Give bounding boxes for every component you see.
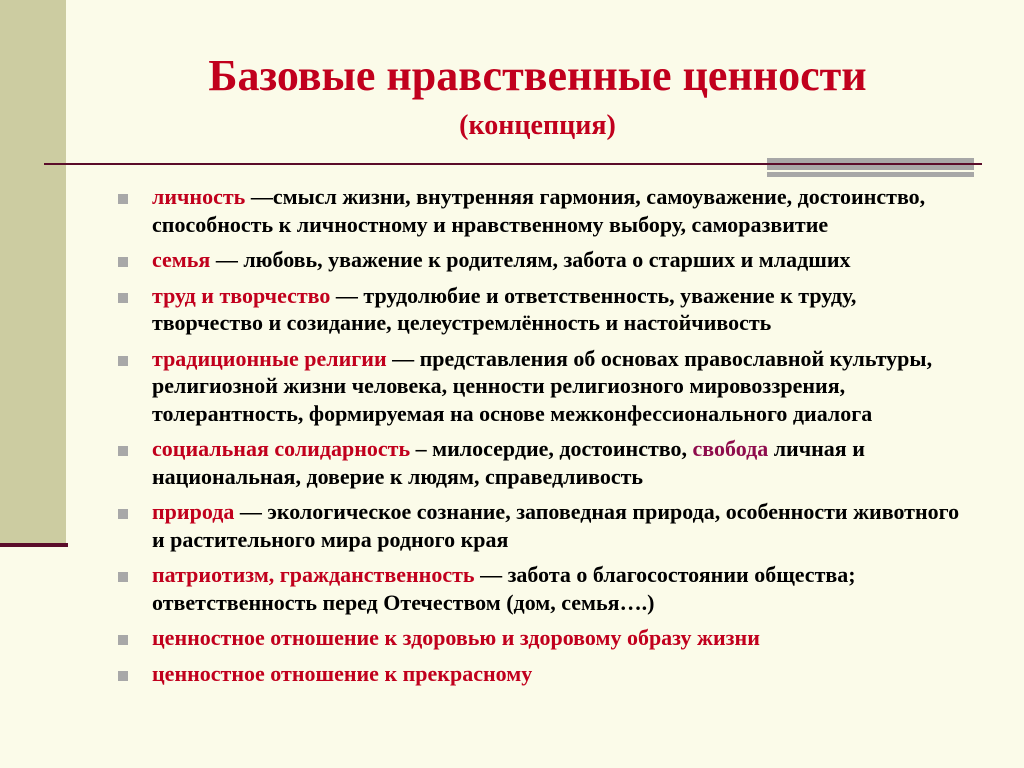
- item-term: труд и творчество: [152, 282, 331, 308]
- item-term: семья: [152, 247, 211, 272]
- list-item: [118, 282, 968, 337]
- square-bullet-icon: [118, 194, 128, 204]
- item-text: трудолюбие и ответственность, уважение к труду, творчество и созидание, целеустремлённость и настойчивость: [152, 282, 857, 335]
- list-item: [118, 624, 968, 652]
- square-bullet-icon: [118, 446, 128, 456]
- list-item: [118, 345, 968, 428]
- item-term: личность: [152, 184, 246, 209]
- item-term: ценностное отношение к здоровью и здоровому образу жизни: [152, 625, 760, 650]
- square-bullet-icon: [118, 509, 128, 519]
- slide-title: Базовые нравственные ценности: [208, 51, 867, 100]
- item-text: представления об основах православной культуры, религиозной жизни человека, ценности религиозного мировоззрения, толерантность, формируемая на основе межконфессионального диалога: [152, 345, 933, 426]
- item-text: забота о благосостоянии общества; ответственность перед Отечеством (дом, семья….): [152, 562, 856, 615]
- slide-subtitle: (концепция): [459, 110, 616, 141]
- item-separator: —: [210, 247, 244, 272]
- square-bullet-icon: [118, 293, 128, 303]
- square-bullet-icon: [118, 257, 128, 267]
- item-separator: —: [234, 499, 268, 524]
- list-item: [118, 246, 968, 274]
- item-text: экологическое сознание, заповедная природа, особенности животного и растительного мира родного края: [152, 499, 960, 552]
- item-term: социальная солидарность: [152, 436, 411, 461]
- square-bullet-icon: [118, 572, 128, 582]
- list-item: [118, 660, 968, 688]
- item-text: милосердие, достоинство,: [432, 436, 693, 461]
- square-bullet-icon: [118, 356, 128, 366]
- item-text-continued: личная и национальная, доверие к людям, справедливость: [152, 436, 865, 489]
- item-separator: —: [386, 345, 420, 371]
- item-term: ценностное отношение к прекрасному: [152, 660, 533, 686]
- item-text: смысл жизни, внутренняя гармония, самоуважение, достоинство, способность к личностному и нравственному выбору, саморазвитие: [152, 184, 926, 237]
- item-separator: —: [245, 184, 273, 209]
- item-text: любовь, уважение к родителям, забота о старших и младших: [243, 247, 851, 272]
- item-separator: –: [410, 436, 433, 461]
- list-item: [118, 183, 968, 238]
- list-item: [118, 561, 968, 616]
- values-list: [118, 183, 968, 695]
- list-item: [118, 435, 968, 490]
- item-term: природа: [152, 499, 235, 524]
- title-divider-stripes: [767, 158, 974, 177]
- square-bullet-icon: [118, 635, 128, 645]
- item-separator: —: [330, 282, 364, 308]
- item-term: патриотизм, гражданственность: [152, 562, 475, 587]
- item-separator: —: [474, 562, 508, 587]
- item-term-highlight: свобода: [692, 436, 769, 461]
- side-accent-line: [0, 543, 68, 547]
- square-bullet-icon: [118, 671, 128, 681]
- item-term: традиционные религии: [152, 345, 387, 371]
- list-item: [118, 498, 968, 553]
